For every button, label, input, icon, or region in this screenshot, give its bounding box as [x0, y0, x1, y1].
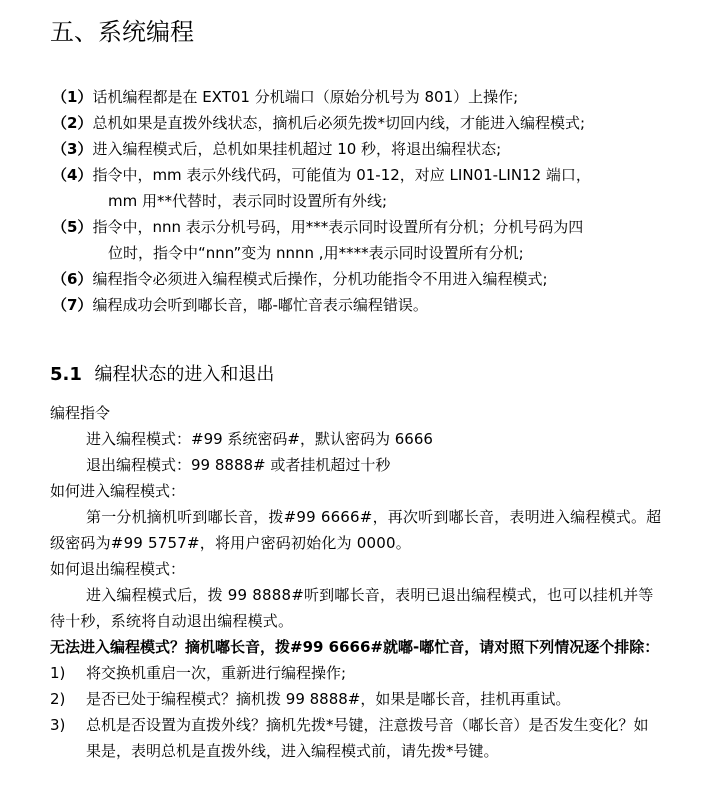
rule-item: [52, 292, 672, 318]
how-exit-paragraph: 进入编程模式后，拨 99 8888#听到嘟长音，表明已退出编程模式，也可以挂机并等待十秒，系统将自动退出编程模式。: [50, 586, 654, 630]
rule-item: [52, 214, 672, 266]
rule-item: [52, 136, 672, 162]
exit-command: 退出编程模式：99 8888# 或者挂机超过十秒: [86, 456, 391, 474]
rule-number: （1）: [52, 88, 93, 106]
rule-number: （3）: [52, 140, 93, 158]
check-text: 是否已处于编程模式？摘机拨 99 8888#，如果是嘟长音，挂机再重试。: [86, 690, 571, 708]
how-enter-paragraph: 第一分机摘机听到嘟长音，拨#99 6666#，再次听到嘟长音，表明进入编程模式。超级密码为#99 5757#，将用户密码初始化为 0000。: [50, 508, 662, 552]
rule-text: 指令中，nnn 表示分机号码，用***表示同时设置所有分机；分机号码为四: [92, 218, 584, 236]
rule-text: 编程成功会听到嘟长音，嘟-嘟忙音表示编程错误。: [92, 296, 428, 314]
check-text: 总机是否设置为直拨外线？摘机先拨*号键，注意拨号音（嘟长音）是否发生变化？如果是，表明总机是直拨外线，进入编程模式前，请先拨*号键。: [86, 716, 649, 760]
rule-text: 总机如果是直拨外线状态，摘机后必须先拨*切回内线，才能进入编程模式;: [92, 114, 585, 132]
check-item: [50, 712, 662, 764]
rule-number: （6）: [52, 270, 93, 288]
enter-command: 进入编程模式：#99 系统密码#，默认密码为 6666: [86, 430, 433, 448]
rule-text: 编程指令必须进入编程模式后操作，分机功能指令不用进入编程模式;: [92, 270, 548, 288]
section-number: 5.1: [50, 364, 82, 385]
command-label: 编程指令: [50, 404, 111, 422]
rule-number: （7）: [52, 296, 93, 314]
check-number: 2): [50, 690, 66, 708]
rule-continuation: 位时，指令中“nnn”变为 nnnn ,用****表示同时设置所有分机;: [108, 244, 524, 262]
rule-number: （2）: [52, 114, 93, 132]
section-body: [50, 400, 662, 764]
rule-item: [52, 266, 672, 292]
chapter-heading: 五、系统编程: [50, 18, 194, 46]
check-item: [50, 660, 662, 686]
cannot-enter-paragraph: 无法进入编程模式？摘机嘟长音，拨#99 6666#就嘟-嘟忙音，请对照下列情况逐个排除：: [50, 638, 660, 656]
how-enter-label: 如何进入编程模式：: [50, 482, 186, 500]
how-exit-label: 如何退出编程模式：: [50, 560, 186, 578]
check-text: 将交换机重启一次，重新进行编程操作;: [86, 664, 347, 682]
rule-item: [52, 162, 672, 214]
check-item: [50, 686, 662, 712]
rule-text: 指令中，mm 表示外线代码，可能值为 01-12，对应 LIN01-LIN12 端口，: [92, 166, 591, 184]
rule-number: （5）: [52, 218, 93, 236]
section-heading: [50, 361, 274, 389]
check-number: 1): [50, 664, 66, 682]
rule-text: 进入编程模式后，总机如果挂机超过 10 秒，将退出编程状态;: [92, 140, 502, 158]
rule-text: 话机编程都是在 EXT01 分机端口（原始分机号为 801）上操作;: [92, 88, 519, 106]
check-number: 3): [50, 716, 66, 734]
rule-continuation: mm 用**代替时，表示同时设置所有外线;: [108, 192, 388, 210]
rule-number: （4）: [52, 166, 93, 184]
section-title: 编程状态的进入和退出: [94, 364, 275, 385]
rule-item: [52, 84, 672, 110]
programming-rules-list: [52, 84, 672, 318]
rule-item: [52, 110, 672, 136]
